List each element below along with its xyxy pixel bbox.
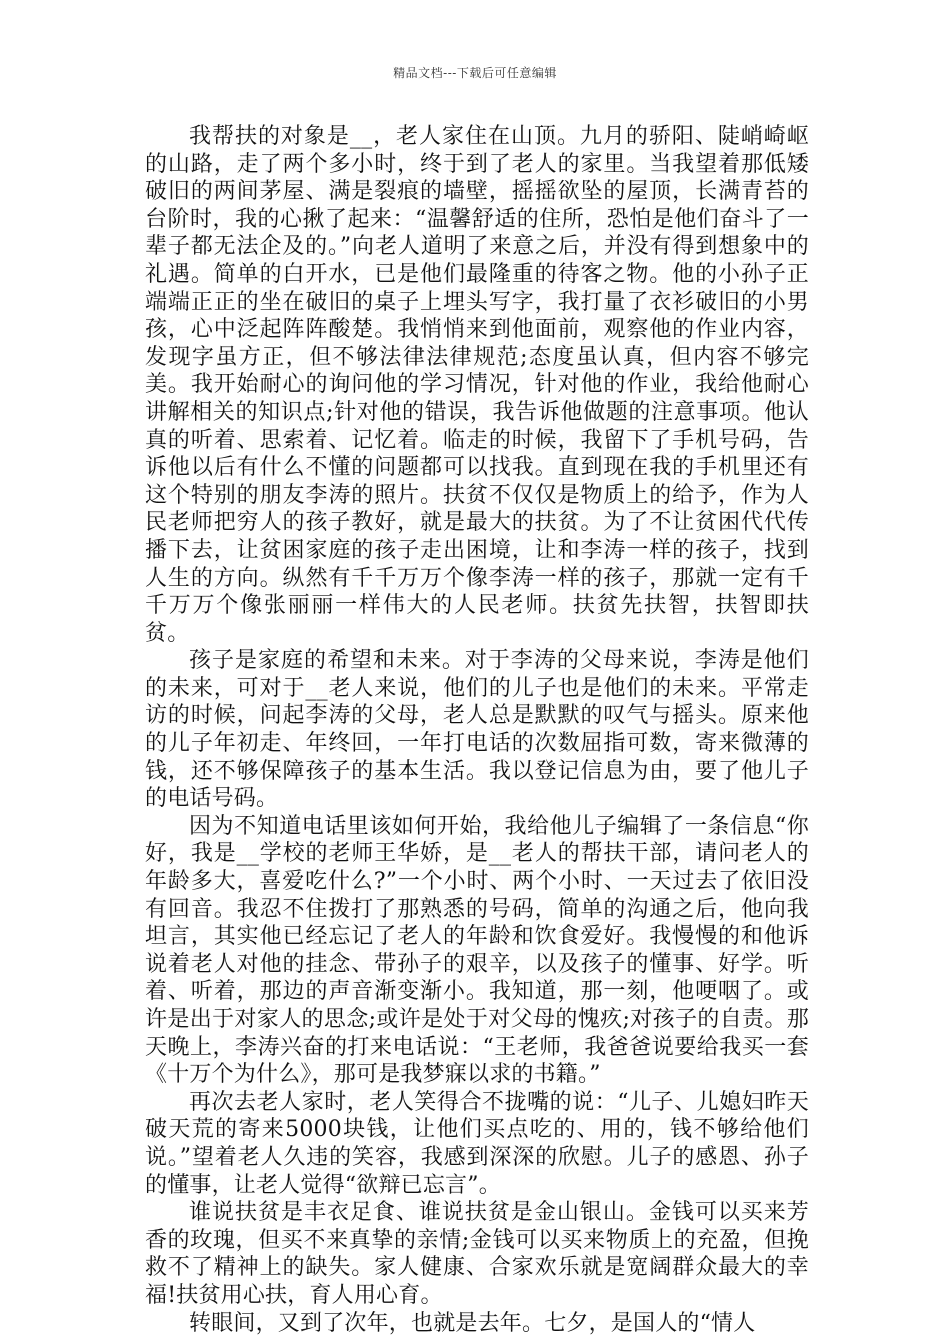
document-body xyxy=(145,123,809,1337)
paragraph: 转眼间，又到了次年，也就是去年。七夕，是国人的“情人 xyxy=(189,1310,756,1336)
paragraph: 因为不知道电话里该如何开始，我给他儿子编辑了一条信息“你好，我是__学校的老师王华娇，是__老人的帮扶干部，请问老人的年龄多大，喜爱吃什么?”一个小时、两个小时、一天过去了依旧没有回音。我忍不住拨打了那熟悉的号码，简单的沟通之后，他向我坦言，其实他已经忘记了老人的年龄和饮食爱好。我慢慢的和他诉说着老人对他的挂念、带孙子的艰辛，以及孩子的懂事、好学。听着、听着，那边的声音渐变渐小。我知道，那一刻，他哽咽了。或许是出于对家人的思念;或许是处于对父母的愧疚;对孩子的自责。那天晚上，李涛兴奋的打来电话说：“王老师，我爸爸说要给我买一套《十万个为什么》，那可是我梦寐以求的书籍。” xyxy=(145,813,809,1088)
paragraph: 谁说扶贫是丰衣足食、谁说扶贫是金山银山。金钱可以买来芳香的玫瑰，但买不来真挚的亲情;金钱可以买来物质上的充盈，但挽救不了精神上的缺失。家人健康、合家欢乐就是宽阔群众最大的幸福!扶贫用心扶，育人用心育。 xyxy=(145,1200,809,1308)
paragraph: 我帮扶的对象是__，老人家住在山顶。九月的骄阳、陡峭崎岖的山路，走了两个多小时，终于到了老人的家里。当我望着那低矮破旧的两间茅屋、满是裂痕的墙壁，摇摇欲坠的屋顶，长满青苔的台阶时，我的心揪了起来：“温馨舒适的住所，恐怕是他们奋斗了一辈子都无法企及的。”向老人道明了来意之后，并没有得到想象中的礼遇。简单的白开水，已是他们最隆重的待客之物。他的小孙子正端端正正的坐在破旧的桌子上埋头写字，我打量了衣衫破旧的小男孩，心中泛起阵阵酸楚。我悄悄来到他面前，观察他的作业内容，发现字虽方正，但不够法律法律规范;态度虽认真，但内容不够完美。我开始耐心的询问他的学习情况，针对他的作业，我给他耐心讲解相关的知识点;针对他的错误，我告诉他做题的注意事项。他认真的听着、思索着、记忆着。临走的时候，我留下了手机号码，告诉他以后有什么不懂的问题都可以找我。直到现在我的手机里还有这个特别的朋友李涛的照片。扶贫不仅仅是物质上的给予，作为人民老师把穷人的孩子教好，就是最大的扶贫。为了不让贫困代代传播下去，让贫困家庭的孩子走出困境，让和李涛一样的孩子，找到人生的方向。纵然有千千万万个像李涛一样的孩子，那就一定有千千万万个像张丽丽一样伟大的人民老师。扶贫先扶智，扶智即扶贫。 xyxy=(145,124,809,646)
paragraph: 再次去老人家时，老人笑得合不拢嘴的说：“儿子、儿媳妇昨天破天荒的寄来5000块钱，让他们买点吃的、用的，钱不够给他们说。”望着老人久违的笑容，我感到深深的欣慰。儿子的感恩、孙子的懂事，让老人觉得“欲辩已忘言”。 xyxy=(145,1089,809,1198)
paragraph: 孩子是家庭的希望和未来。对于李涛的父母来说，李涛是他们的未来，可对于__老人来说，他们的儿子也是他们的未来。平常走访的时候，问起李涛的父母，老人总是默默的叹气与摇头。原来他的儿子年初走、年终回，一年打电话的次数屈指可数，寄来微薄的钱，还不够保障孩子的基本生活。我以登记信息为由，要了他儿子的电话号码。 xyxy=(145,648,809,812)
page-header: 精品文档---下载后可任意编辑 xyxy=(393,66,557,80)
